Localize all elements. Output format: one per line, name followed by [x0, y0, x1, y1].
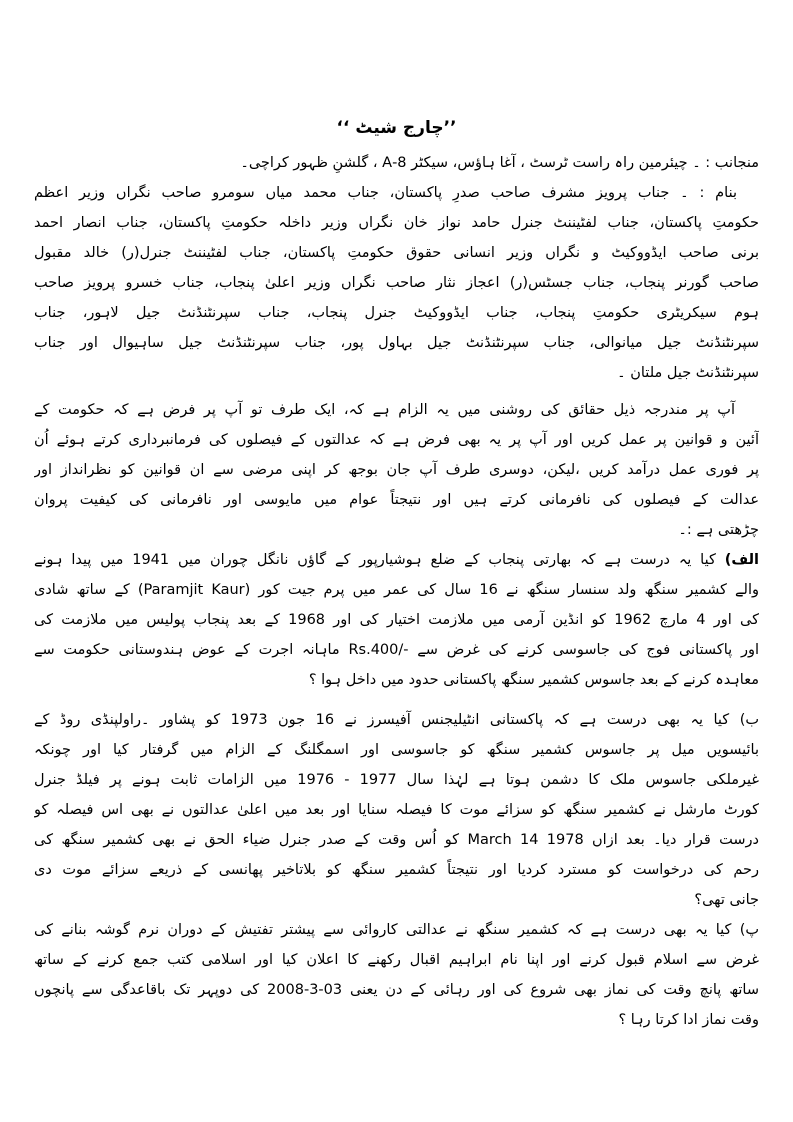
addressee-line: سپرنٹنڈنٹ جیل میانوالی، جناب سپرنٹنڈنٹ جیل بہاول پور، جناب سپرنٹنڈنٹ جیل ساہیوال اور جناب [34, 335, 759, 351]
question-label: پ) [739, 922, 759, 938]
question-label: الف) [724, 552, 759, 568]
sender-line [34, 148, 759, 178]
paragraph-line: آپ پر مندرجہ ذیل حقائق کی روشنی میں یہ الزام ہے کہ، ایک طرف تو آپ پر فرض ہے کہ حکومت کے [34, 402, 735, 418]
question-line: ساتھ پانچ وقت کی نماز بھی شروع کی اور رہائی کے دن یعنی 03-3-2008 کی دوپہر تک باقاعدگی سے پانچوں [34, 982, 759, 998]
question-line: جانی تھی؟ [694, 892, 759, 908]
addressee-line: صاحب گورنر پنجاب، جناب جسٹس(ر) اعجاز نثار صاحب نگراں وزیر اعلیٰ پنجاب، جناب خسرو پرویز صاحب [34, 275, 759, 291]
paragraph-line: آئین و قوانین پر عمل کریں اور آپ پر یہ بھی فرض ہے کہ عدالتوں کے فیصلوں کی فرمانبرداری کرتے ہوئے اُن [34, 432, 759, 448]
paragraph-line: پر فوری عمل درآمد کریں ،لیکن، دوسری طرف آپ جان بوجھ کر اپنی مرضی سے ان قوانین کو نظرانداز اور [34, 462, 759, 478]
question-b [34, 705, 759, 915]
question-line: درست قرار دیا۔ بعد ازاں March 14 1978 کو اُس وقت کے صدر جنرل ضیاء الحق نے بھی کشمیر سنگھ کی [34, 832, 759, 848]
sender-text: منجانب : ۔ چیئرمین راہ راست ٹرسٹ ، آغا ہاؤس، سیکٹر 8-A ، گلشنِ ظہور کراچی۔ [240, 155, 759, 171]
addressee-line: ہوم سیکریٹری حکومتِ پنجاب، جناب ایڈووکیٹ جنرل پنجاب، جناب سپرنٹنڈنٹ جیل لاہور، جناب [34, 305, 759, 321]
question-line: غیرملکی جاسوس ملک کا دشمن ہوتا ہے لہٰذا سال 1977 - 1976 میں الزامات ثابت ہونے پر فیلڈ جنرل [34, 772, 759, 788]
question-line: بائیسویں میل پر جاسوس کشمیر سنگھ کو جاسوسی اور اسمگلنگ کے الزام میں گرفتار کیا اور چونکہ [34, 742, 759, 758]
addressee-line: سپرنٹنڈنٹ جیل ملتان ۔ [617, 365, 759, 381]
question-line [34, 915, 759, 945]
question-text: کیا یہ بھی درست ہے کہ پاکستانی انٹیلیجنس آفیسرز نے 16 جون 1973 کو پشاور ۔راولپنڈی روڈ کے [34, 712, 730, 728]
addressee-line: برنی صاحب ایڈووکیٹ و نگراں وزیر انسانی حقوق حکومتِ پاکستان، جناب لفٹیننٹ جنرل(ر) خالد مقبول [34, 245, 759, 261]
question-label: ب) [739, 712, 759, 728]
question-line: کی اور 4 مارچ 1962 کو انڈین آرمی میں ملازمت اختیار کی اور 1968 کے بعد پنجاب پولیس میں ملازمت کی [34, 612, 759, 628]
question-text: کیا یہ درست ہے کہ بھارتی پنجاب کے ضلع ہوشیارپور کے گاؤں نانگل چوران میں 1941 میں پیدا ہونے [34, 552, 716, 568]
addressee-line: حکومتِ پاکستان، جناب لفٹیننٹ جنرل حامد نواز خان نگراں وزیر داخلہ حکومتِ پاکستان، جناب انصار احمد [34, 215, 759, 231]
document-title: ’’چارج شیٹ ‘‘ [336, 118, 457, 138]
paragraph-line: عدالت کے فیصلوں کی نافرمانی کرتے ہیں اور نتیجتاً عوام میں مایوسی اور نافرمانی کی کیفیت پروان [34, 492, 759, 508]
question-alif [34, 545, 759, 695]
question-line: غرض سے اسلام قبول کرنے اور اپنا نام ابراہیم اقبال رکھنے کا اعلان کیا اور اسلامی کتب جمع کرنے کے ساتھ [34, 952, 759, 968]
question-line: معاہدہ کرنے کے بعد جاسوس کشمیر سنگھ پاکستانی حدود میں داخل ہوا ؟ [308, 672, 759, 688]
question-line: کورٹ مارشل نے کشمیر سنگھ کو سزائے موت کا فیصلہ سنایا اور بعد میں اعلیٰ عدالتوں نے بھی اس فیصلہ کو [34, 802, 759, 818]
question-text: کیا یہ بھی درست ہے کہ کشمیر سنگھ نے عدالتی کاروائی سے پیشتر تفتیش کے دوران نرم گوشہ بنانے کی [34, 922, 732, 938]
accusation-paragraph [34, 395, 759, 545]
question-p [34, 915, 759, 1035]
addressee-block [34, 178, 759, 388]
question-line [34, 705, 759, 735]
question-line: وقت نماز ادا کرتا رہا ؟ [618, 1012, 759, 1028]
addressee-line: بنام : ۔ جناب پرویز مشرف صاحب صدرِ پاکستان، جناب محمد میاں سومرو صاحب نگراں وزیر اعظم [34, 185, 737, 201]
question-line: رحم کی درخواست کو مسترد کردیا اور نتیجتاً کشمیر سنگھ کو بلاتاخیر پھانسی کے ذریعے سزائے موت دی [34, 862, 759, 878]
question-line: اور پاکستانی فوج کی جاسوسی کرنے کی غرض سے -/Rs.400 ماہانہ اجرت کے عوض ہندوستانی حکومت سے [34, 642, 759, 658]
question-line: والے کشمیر سنگھ ولد سنسار سنگھ نے 16 سال کی عمر میں پرم جیت کور (Paramjit Kaur) کے ساتھ شادی [34, 582, 759, 598]
question-line [34, 545, 759, 575]
paragraph-line: چڑھتی ہے :۔ [678, 522, 759, 538]
